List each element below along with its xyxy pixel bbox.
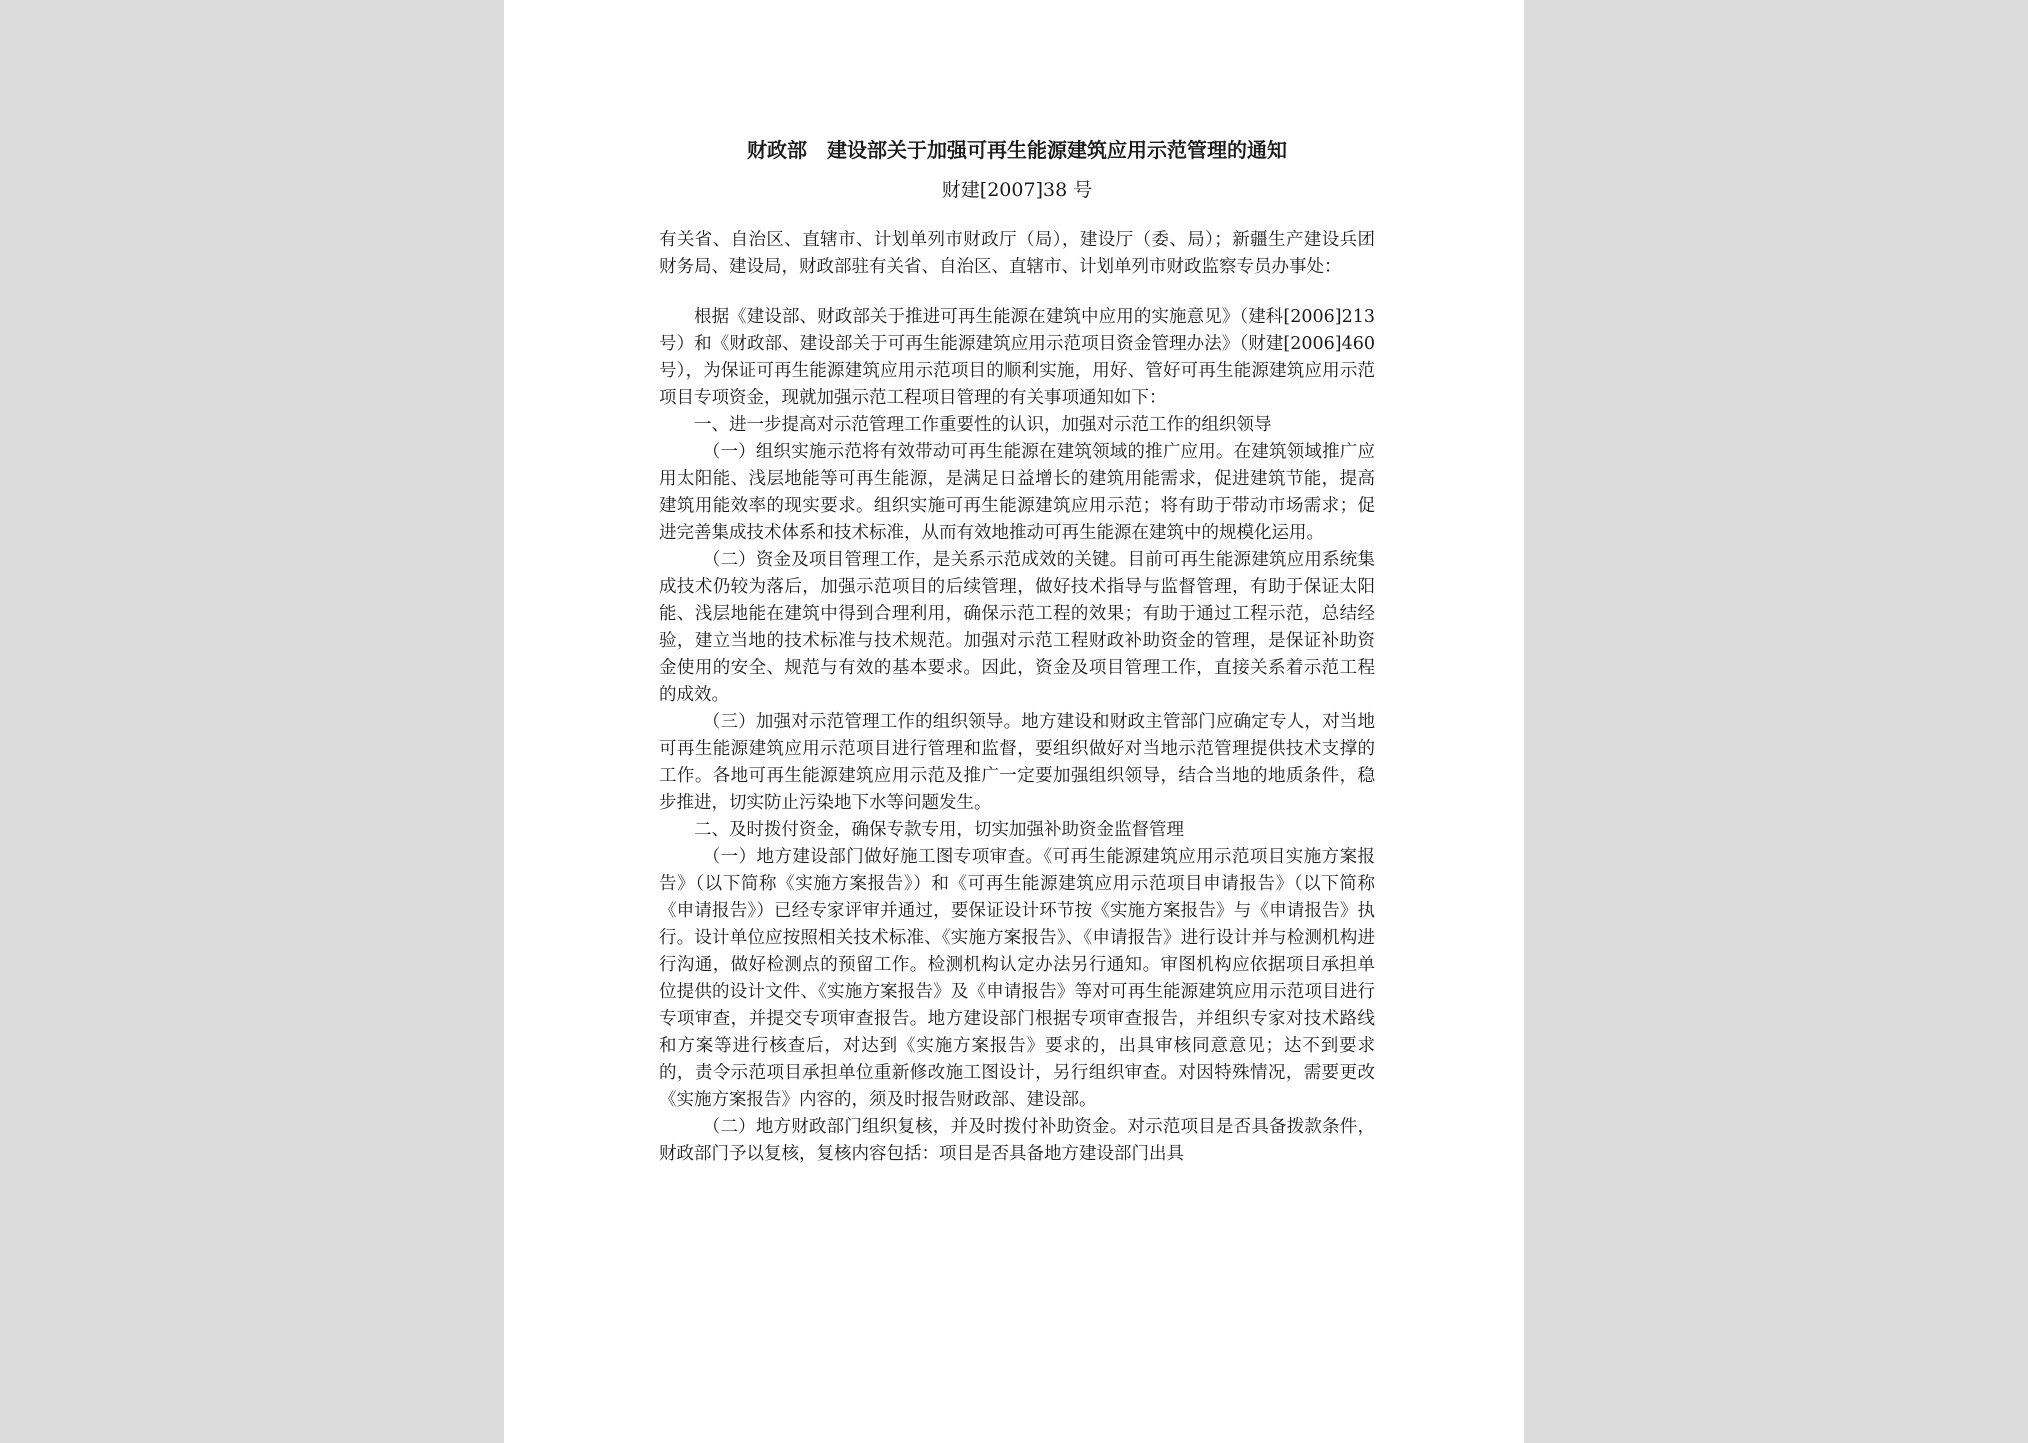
document-title: 财政部 建设部关于加强可再生能源建筑应用示范管理的通知	[747, 138, 1287, 162]
addressee: 有关省、自治区、直辖市、计划单列市财政厅（局），建设厅（委、局）；新疆生产建设兵团财务局、建设局，财政部驻有关省、自治区、直辖市、计划单列市财政监察专员办事处：	[659, 230, 1375, 277]
section-2-item-2: （二）地方财政部门组织复核，并及时拨付补助资金。对示范项目是否具备拨款条件，财政部门予以复核，复核内容包括：项目是否具备地方建设部门出具	[659, 1117, 1375, 1164]
document-number: 财建[2007]38 号	[941, 179, 1093, 201]
section-heading-2: 二、及时拨付资金，确保专款专用，切实加强补助资金监督管理	[694, 820, 1184, 840]
document-content	[659, 134, 1375, 1168]
section-heading-1: 一、进一步提高对示范管理工作重要性的认识，加强对示范工作的组织领导	[694, 415, 1272, 435]
document-page	[504, 0, 1524, 1443]
section-1-item-2: （二）资金及项目管理工作，是关系示范成效的关键。目前可再生能源建筑应用系统集成技术仍较为落后，加强示范项目的后续管理，做好技术指导与监督管理，有助于保证太阳能、浅层地能在建筑中得到合理利用，确保示范工程的效果；有助于通过工程示范，总结经验，建立当地的技术标准与技术规范。加强对示范工程财政补助资金的管理，是保证补助资金使用的安全、规范与有效的基本要求。因此，资金及项目管理工作，直接关系着示范工程的成效。	[659, 550, 1375, 705]
section-1-item-3: （三）加强对示范管理工作的组织领导。地方建设和财政主管部门应确定专人，对当地可再生能源建筑应用示范项目进行管理和监督，要组织做好对当地示范管理提供技术支撑的工作。各地可再生能源建筑应用示范及推广一定要加强组织领导，结合当地的地质条件，稳步推进，切实防止污染地下水等问题发生。	[659, 712, 1375, 813]
document-body	[659, 304, 1375, 1168]
section-1-item-1: （一）组织实施示范将有效带动可再生能源在建筑领域的推广应用。在建筑领域推广应用太阳能、浅层地能等可再生能源，是满足日益增长的建筑用能需求，促进建筑节能，提高建筑用能效率的现实要求。组织实施可再生能源建筑应用示范；将有助于带动市场需求；促进完善集成技术体系和技术标准，从而有效地推动可再生能源在建筑中的规模化运用。	[659, 442, 1375, 543]
section-2-item-1: （一）地方建设部门做好施工图专项审查。《可再生能源建筑应用示范项目实施方案报告》（以下简称《实施方案报告》）和《可再生能源建筑应用示范项目申请报告》（以下简称《申请报告》）已经专家评审并通过，要保证设计环节按《实施方案报告》与《申请报告》执行。设计单位应按照相关技术标准、《实施方案报告》、《申请报告》进行设计并与检测机构进行沟通，做好检测点的预留工作。检测机构认定办法另行通知。审图机构应依据项目承担单位提供的设计文件、《实施方案报告》及《申请报告》等对可再生能源建筑应用示范项目进行专项审查，并提交专项审查报告。地方建设部门根据专项审查报告，并组织专家对技术路线和方案等进行核查后，对达到《实施方案报告》要求的，出具审核同意意见；达不到要求的，责令示范项目承担单位重新修改施工图设计，另行组织审查。对因特殊情况，需要更改《实施方案报告》内容的，须及时报告财政部、建设部。	[659, 847, 1375, 1110]
intro-paragraph: 根据《建设部、财政部关于推进可再生能源在建筑中应用的实施意见》（建科[2006]213 号）和《财政部、建设部关于可再生能源建筑应用示范项目资金管理办法》（财建[2006]460 号），为保证可再生能源建筑应用示范项目的顺利实施，用好、管好可再生能源建筑应用示范项目专项资金，现就加强示范工程项目管理的有关事项通知如下：	[659, 307, 1375, 408]
